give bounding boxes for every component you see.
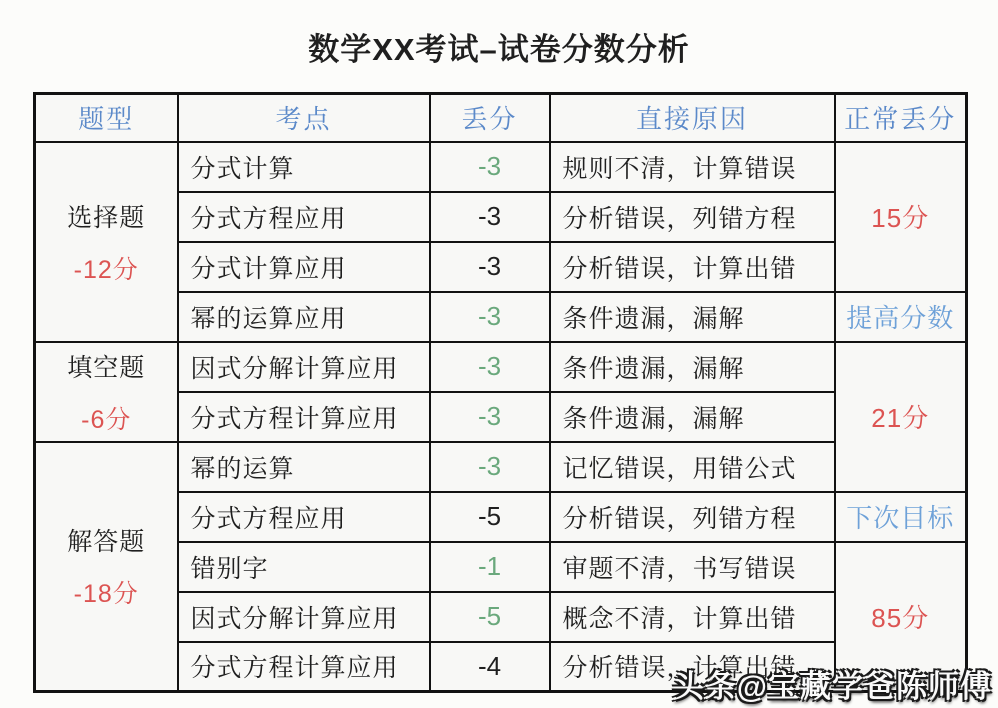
header-normal-loss: 正常丢分 (835, 94, 967, 142)
topic-cell: 分式计算应用 (178, 242, 430, 292)
reason-cell: 分析错误，列错方程 (550, 492, 835, 542)
normal-loss-cell: 下次目标 (835, 492, 967, 542)
topic-cell: 幂的运算 (178, 442, 430, 492)
points-lost-cell: -3 (430, 192, 550, 242)
normal-loss-cell: 提高分数 (835, 292, 967, 342)
topic-cell: 错别字 (178, 542, 430, 592)
reason-cell: 分析错误，列错方程 (550, 192, 835, 242)
header-question-type: 题型 (35, 94, 178, 142)
question-type-score: -12分 (73, 255, 139, 284)
question-type-cell (35, 442, 178, 692)
normal-loss-cell: 85分 (835, 542, 967, 692)
question-type-cell (35, 342, 178, 442)
score-analysis-table (33, 92, 968, 693)
table-row (35, 342, 967, 392)
table-row (35, 442, 967, 492)
reason-cell: 条件遗漏，漏解 (550, 392, 835, 442)
points-lost-cell: -4 (430, 642, 550, 692)
header-row (35, 94, 967, 142)
reason-cell: 条件遗漏，漏解 (550, 342, 835, 392)
topic-cell: 幂的运算应用 (178, 292, 430, 342)
normal-loss-cell: 15分 (835, 142, 967, 292)
reason-cell: 记忆错误，用错公式 (550, 442, 835, 492)
header-points-lost: 丢分 (430, 94, 550, 142)
topic-cell: 因式分解计算应用 (178, 342, 430, 392)
points-lost-cell: -3 (430, 292, 550, 342)
question-type-label: 填空题 (67, 353, 146, 382)
points-lost-cell: -1 (430, 542, 550, 592)
page-title: 数学XX考试–试卷分数分析 (308, 32, 690, 67)
points-lost-cell: -5 (430, 492, 550, 542)
reason-cell: 分析错误，计算出错 (550, 642, 835, 692)
reason-cell: 审题不清，书写错误 (550, 542, 835, 592)
header-direct-cause: 直接原因 (550, 94, 835, 142)
normal-loss-cell: 21分 (835, 342, 967, 492)
reason-cell: 条件遗漏，漏解 (550, 292, 835, 342)
points-lost-cell: -5 (430, 592, 550, 642)
topic-cell: 分式计算 (178, 142, 430, 192)
topic-cell: 分式方程计算应用 (178, 642, 430, 692)
question-type-score: -6分 (81, 405, 132, 434)
topic-cell: 分式方程应用 (178, 492, 430, 542)
topic-cell: 分式方程计算应用 (178, 392, 430, 442)
topic-cell: 分式方程应用 (178, 192, 430, 242)
table-row (35, 142, 967, 192)
points-lost-cell: -3 (430, 242, 550, 292)
points-lost-cell: -3 (430, 342, 550, 392)
question-type-score: -18分 (73, 580, 139, 609)
question-type-label: 选择题 (67, 203, 146, 232)
reason-cell: 概念不清，计算出错 (550, 592, 835, 642)
topic-cell: 因式分解计算应用 (178, 592, 430, 642)
watermark: 头条@宝藏学爸陈师傅 (672, 669, 992, 704)
reason-cell: 规则不清，计算错误 (550, 142, 835, 192)
header-topic: 考点 (178, 94, 430, 142)
points-lost-cell: -3 (430, 392, 550, 442)
points-lost-cell: -3 (430, 142, 550, 192)
question-type-cell (35, 142, 178, 342)
reason-cell: 分析错误，计算出错 (550, 242, 835, 292)
points-lost-cell: -3 (430, 442, 550, 492)
question-type-label: 解答题 (67, 528, 146, 557)
